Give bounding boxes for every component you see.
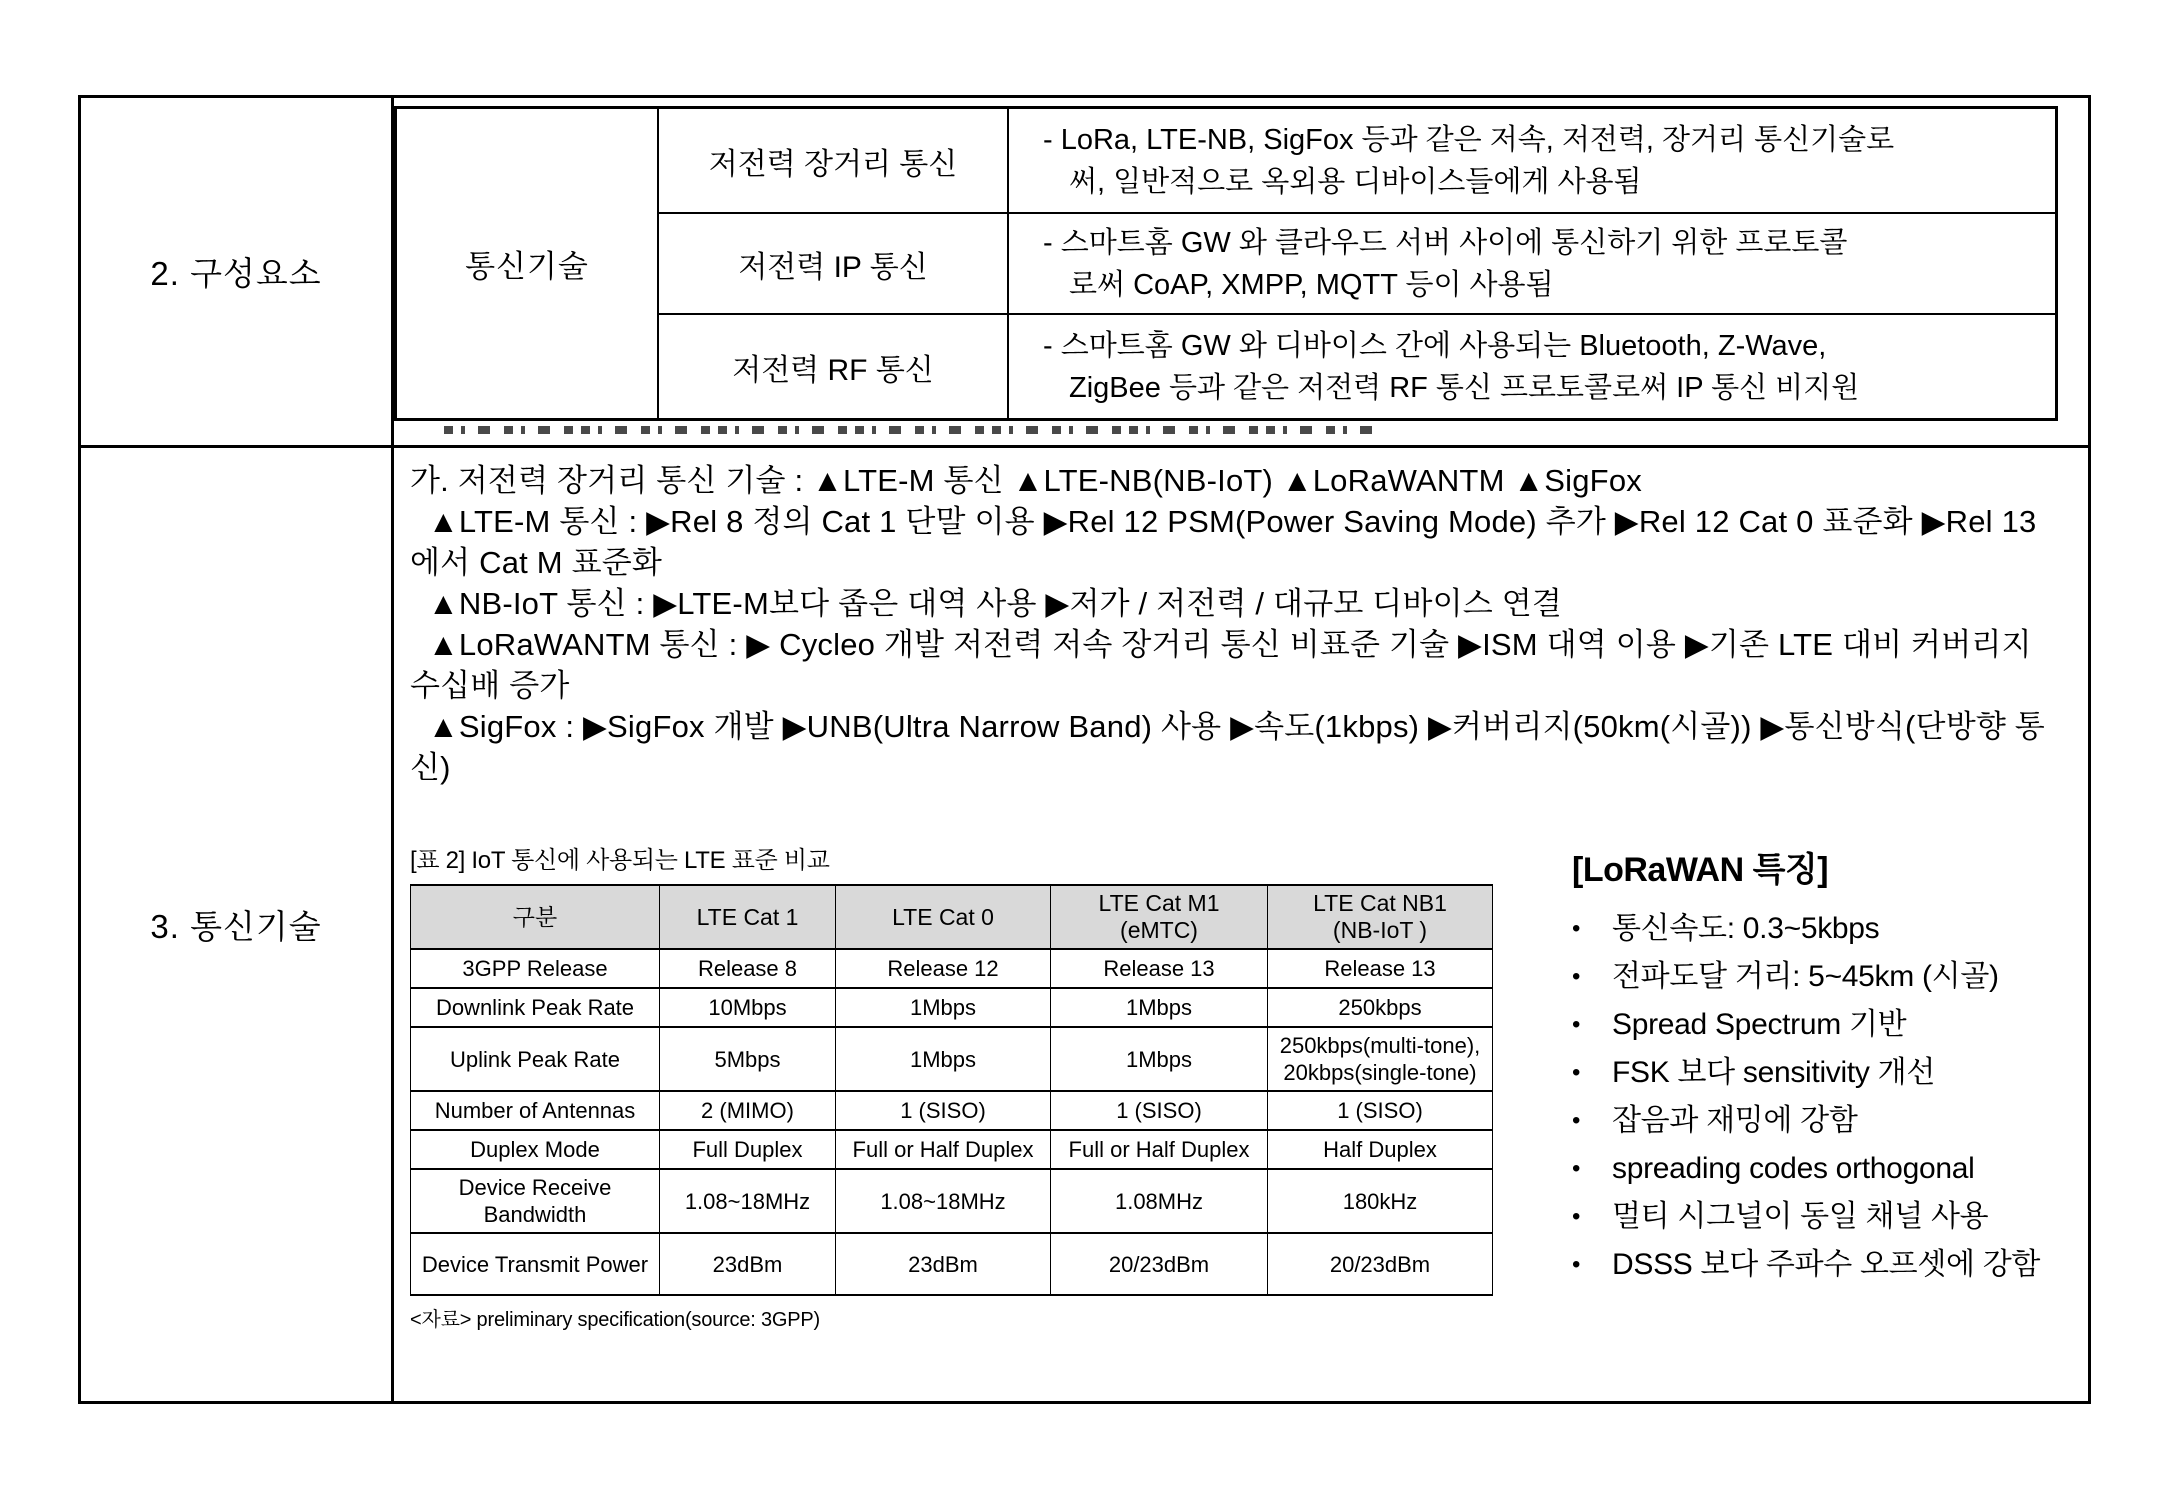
col-header: LTE Cat M1 (eMTC) [1051, 885, 1268, 949]
lte-table-block [410, 840, 1496, 1332]
row-label: Device Transmit Power [411, 1233, 660, 1295]
row-comm-tech-content [394, 448, 2088, 1401]
row-label: Uplink Peak Rate [411, 1027, 660, 1091]
cell: 1 (SISO) [1051, 1091, 1268, 1130]
comm-tech-group-label: 통신기술 [465, 249, 589, 284]
cell: 1.08MHz [1051, 1169, 1268, 1233]
cell: 1.08~18MHz [660, 1169, 836, 1233]
desc-line: 써, 일반적으로 옥외용 디바이스들에게 사용됨 [1069, 165, 1642, 198]
bottom-section [410, 840, 2062, 1332]
cell: 23dBm [836, 1233, 1051, 1295]
lorawan-features-list [1572, 911, 2062, 1282]
row-comm-tech-label: 3. 통신기술 [81, 448, 394, 1401]
cell: 23dBm [660, 1233, 836, 1295]
lorawan-features-title: [LoRaWAN 특징] [1572, 851, 1829, 889]
cell: 1.08~18MHz [836, 1169, 1051, 1233]
clipped-text-remnant [444, 426, 1374, 434]
table-row [411, 1027, 1493, 1091]
paragraph: ▲LTE-M 통신 : ▶Rel 8 정의 Cat 1 단말 이용 ▶Rel 12 PSM(Power Saving Mode) 추가 ▶Rel 12 Cat 0 표준화 ▶Rel 13에서 Cat M 표준화 [410, 504, 2037, 580]
cell: 5Mbps [660, 1027, 836, 1091]
cell: 1 (SISO) [1268, 1091, 1493, 1130]
cell: Full Duplex [660, 1130, 836, 1169]
bullet-icon: • [1572, 1011, 1581, 1038]
row-label: Number of Antennas [411, 1091, 660, 1130]
cell: 1Mbps [836, 1027, 1051, 1091]
comm-tech-row-desc [1007, 109, 2055, 212]
bullet-icon: • [1572, 1107, 1581, 1134]
row-components-content [394, 98, 2088, 445]
list-item: • 멀티 시그널이 동일 채널 사용 [1572, 1200, 1989, 1233]
bullet-icon: • [1572, 963, 1581, 990]
col-header: 구분 [411, 885, 660, 949]
cell: 10Mbps [660, 988, 836, 1027]
table-row [411, 1130, 1493, 1169]
list-item: • 전파도달 거리: 5~45km (시골) [1572, 960, 1999, 993]
comm-tech-row-desc [1007, 313, 2055, 418]
desc-line: - 스마트홈 GW 와 디바이스 간에 사용되는 Bluetooth, Z-Wave, [1043, 329, 1827, 362]
table-row [411, 988, 1493, 1027]
table-row [411, 1233, 1493, 1295]
row-components-label: 2. 구성요소 [81, 98, 394, 445]
list-item: • DSSS 보다 주파수 오프셋에 강함 [1572, 1248, 2041, 1281]
desc-line: ZigBee 등과 같은 저전력 RF 통신 프로토콜로써 IP 통신 비지원 [1069, 371, 1860, 404]
paragraph: ▲SigFox : ▶SigFox 개발 ▶UNB(Ultra Narrow Band) 사용 ▶속도(1kbps) ▶커버리지(50km(시골)) ▶통신방식(단방향 통신) [410, 709, 2045, 785]
comm-tech-row-desc [1007, 212, 2055, 313]
row-label: 3GPP Release [411, 949, 660, 988]
cell: Full or Half Duplex [1051, 1130, 1268, 1169]
comm-tech-row-name: 저전력 RF 통신 [657, 313, 1007, 418]
comm-tech-row-name: 저전력 IP 통신 [657, 212, 1007, 313]
lte-table-title: [표 2] IoT 통신에 사용되는 LTE 표준 비교 [410, 847, 830, 874]
row-components [81, 98, 2088, 448]
row-label: Duplex Mode [411, 1130, 660, 1169]
list-item: • FSK 보다 sensitivity 개선 [1572, 1056, 1936, 1089]
list-item: • spreading codes orthogonal [1572, 1152, 1975, 1185]
cell: 180kHz [1268, 1169, 1493, 1233]
col-header: LTE Cat 0 [836, 885, 1051, 949]
lte-table-header [411, 885, 1493, 949]
cell: 2 (MIMO) [660, 1091, 836, 1130]
list-item: • 통신속도: 0.3~5kbps [1572, 912, 1880, 945]
table-row [411, 1169, 1493, 1233]
cell: 1Mbps [1051, 988, 1268, 1027]
bullet-icon: • [1572, 1251, 1581, 1278]
table-row [411, 1091, 1493, 1130]
list-item: • Spread Spectrum 기반 [1572, 1008, 1907, 1041]
bullet-icon: • [1572, 1059, 1581, 1086]
row-comm-tech [81, 448, 2088, 1401]
cell: 20/23dBm [1051, 1233, 1268, 1295]
paragraph: ▲NB-IoT 통신 : ▶LTE-M보다 좁은 대역 사용 ▶저가 / 저전력 / 대규모 디바이스 연결 [428, 586, 1562, 621]
row-label: Device Receive Bandwidth [411, 1169, 660, 1233]
desc-line: - LoRa, LTE-NB, SigFox 등과 같은 저속, 저전력, 장거리 통신기술로 [1043, 123, 1895, 156]
comm-tech-inner-table [394, 106, 2058, 421]
paragraph: 가. 저전력 장거리 통신 기술 : ▲LTE-M 통신 ▲LTE-NB(NB-IoT) ▲LoRaWANTM ▲SigFox [410, 463, 1642, 498]
bullet-icon: • [1572, 1155, 1581, 1182]
col-header: LTE Cat 1 [660, 885, 836, 949]
cell: Release 13 [1051, 949, 1268, 988]
cell: 250kbps [1268, 988, 1493, 1027]
desc-line: - 스마트홈 GW 와 클라우드 서버 사이에 통신하기 위한 프로토콜 [1043, 226, 1848, 259]
cell: Release 12 [836, 949, 1051, 988]
cell: Full or Half Duplex [836, 1130, 1051, 1169]
lorawan-features-block [1572, 840, 2062, 1295]
cell: 1 (SISO) [836, 1091, 1051, 1130]
cell: 1Mbps [836, 988, 1051, 1027]
cell: Release 8 [660, 949, 836, 988]
cell: 1Mbps [1051, 1027, 1268, 1091]
list-item: • 잡음과 재밍에 강함 [1572, 1104, 1858, 1137]
cell: Half Duplex [1268, 1130, 1493, 1169]
lte-table-source-note: <자료> preliminary specification(source: 3GPP) [410, 1309, 820, 1331]
cell: Release 13 [1268, 949, 1493, 988]
bullet-icon: • [1572, 1203, 1581, 1230]
comm-tech-row-name: 저전력 장거리 통신 [657, 109, 1007, 212]
answer-sheet-table [78, 95, 2091, 1404]
bullet-icon: • [1572, 915, 1581, 942]
cell: 20/23dBm [1268, 1233, 1493, 1295]
lpwa-paragraphs [410, 460, 2062, 788]
col-header: LTE Cat NB1 (NB-IoT ) [1268, 885, 1493, 949]
row-label: Downlink Peak Rate [411, 988, 660, 1027]
table-row [411, 949, 1493, 988]
cell: 250kbps(multi-tone), 20kbps(single-tone) [1268, 1027, 1493, 1091]
lte-comparison-table [410, 884, 1493, 1296]
paragraph: ▲LoRaWANTM 통신 : ▶ Cycleo 개발 저전력 저속 장거리 통신 비표준 기술 ▶ISM 대역 이용 ▶기존 LTE 대비 커버리지 수십배 증가 [410, 627, 2032, 703]
desc-line: 로써 CoAP, XMPP, MQTT 등이 사용됨 [1069, 268, 1554, 301]
